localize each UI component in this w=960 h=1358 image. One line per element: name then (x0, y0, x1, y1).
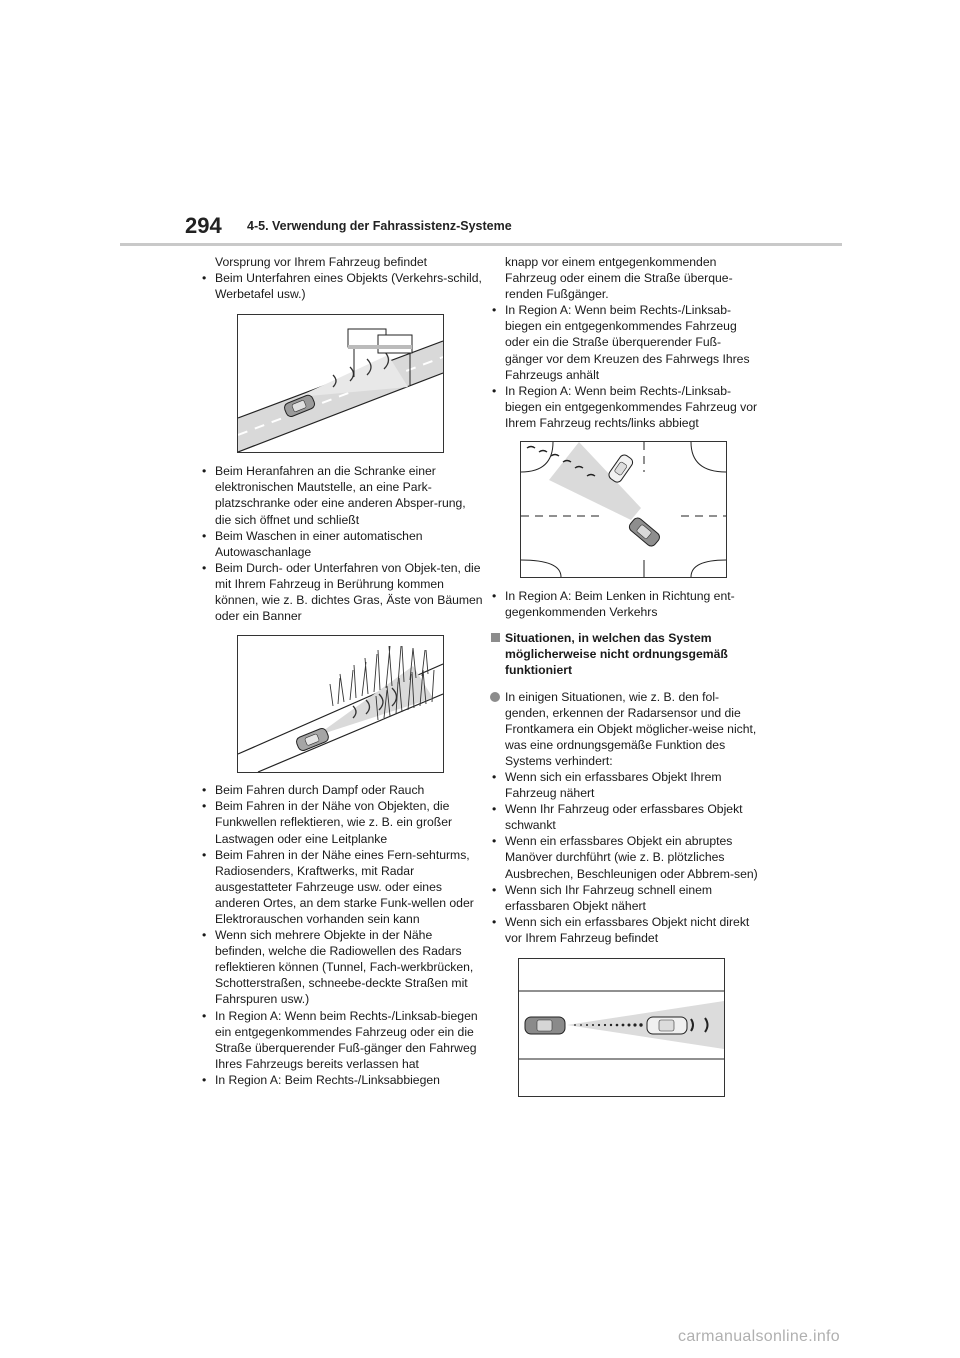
bullet-list (489, 588, 759, 620)
subheading-text: Situationen, in welchen das System möglicherweise nicht ordnungsgemäß funktioniert (505, 631, 728, 678)
watermark-text: carmanualsonline.info (678, 1328, 840, 1345)
list-item: • Wenn sich Ihr Fahrzeug schnell einem erfassbaren Objekt nähert (489, 882, 759, 914)
list-item: • Beim Heranfahren an die Schranke einer elektronischen Mautstelle, an eine Park-platzschranke oder eine anderen Absper-rung, die sich öffnet und schließt (199, 463, 484, 527)
page-header (0, 0, 960, 250)
bullet-list (199, 782, 484, 1088)
left-column (199, 254, 484, 1088)
list-item: • Wenn Ihr Fahrzeug oder erfassbares Objekt schwankt (489, 801, 759, 833)
square-bullet-icon (491, 633, 500, 642)
list-item: • Wenn ein erfassbares Objekt ein abruptes Manöver durchführt (wie z. B. plötzliches Ausbrechen, Beschleunigen oder Abbrem-sen) (489, 833, 759, 881)
list-item: • In Region A: Wenn beim Rechts-/Linksab-biegen ein entgegenkommendes Fahrzeug oder ein die Straße überquerender Fuß-gänger vor dem Kreuzen des Fahrwegs Ihres Fahrzeugs anhält (489, 302, 759, 382)
continuation-text: knapp vor einem entgegenkommenden Fahrzeug oder einem die Straße überque-renden Fußgänger. (505, 255, 733, 302)
illustration-overhead-sign (237, 314, 444, 453)
list-item: • Beim Fahren in der Nähe eines Fern-sehturms, Radiosenders, Kraftwerks, mit Radar ausgestatteter Fahrzeuge usw. oder eines anderen Ortes, an dem starke Funk-wellen oder Elektrorauschen vorhanden sein kann (199, 847, 484, 927)
bullet-list (199, 270, 484, 302)
list-item: • Beim Unterfahren eines Objekts (Verkehrs-schild, Werbetafel usw.) (199, 270, 484, 302)
subheading (489, 630, 759, 678)
list-item: • Wenn sich mehrere Objekte in der Nähe befinden, welche die Radiowellen des Radars reflektieren können (Tunnel, Fach-werkbrücken, Schotterstraßen, schneebe-deckte Straßen mit Fahrspuren usw.) (199, 927, 484, 1007)
note-paragraph (489, 689, 759, 769)
note-text: In einigen Situationen, wie z. B. den fol-genden, erkennen der Radarsensor und die Frontkamera ein Objekt möglicher-weise nicht, was eine ordnungsgemäße Funktion des Systems verhindert: (505, 689, 757, 768)
list-item: • In Region A: Beim Lenken in Richtung ent-gegenkommenden Verkehrs (489, 588, 759, 620)
list-item: • In Region A: Wenn beim Rechts-/Linksab-biegen ein entgegenkommendes Fahrzeug vor Ihrem Fahrzeug rechts/links abbiegt (489, 383, 759, 431)
right-column (489, 254, 759, 1097)
bullet-list (489, 769, 759, 946)
list-item: • Beim Fahren in der Nähe von Objekten, die Funkwellen reflektieren, wie z. B. ein großer Lastwagen oder eine Leitplanke (199, 798, 484, 846)
list-item: • In Region A: Wenn beim Rechts-/Linksab-biegen ein entgegenkommendes Fahrzeug oder ein die Straße überquerender Fuß-gänger den Fahrweg Ihres Fahrzeugs bereits verlassen hat (199, 1008, 484, 1072)
illustration-vehicle-ahead (518, 958, 725, 1097)
continuation-text: Vorsprung vor Ihrem Fahrzeug befindet (215, 255, 428, 269)
list-item: • Wenn sich ein erfassbares Objekt nicht direkt vor Ihrem Fahrzeug befindet (489, 914, 759, 946)
header-rule (120, 243, 842, 246)
list-item: • In Region A: Beim Rechts-/Linksabbiegen (199, 1072, 484, 1088)
section-title: 4-5. Verwendung der Fahrassistenz-Systeme (247, 219, 512, 233)
bullet-list (489, 302, 759, 431)
list-item: • Beim Durch- oder Unterfahren von Objek-ten, die mit Ihrem Fahrzeug in Berührung kommen können, wie z. B. dichtes Gras, Äste von Bäumen oder ein Banner (199, 560, 484, 624)
bullet-list (199, 463, 484, 624)
page-number: 294 (185, 213, 222, 238)
illustration-intersection-turn (520, 441, 727, 578)
list-item: • Wenn sich ein erfassbares Objekt Ihrem Fahrzeug nähert (489, 769, 759, 801)
list-item: • Beim Fahren durch Dampf oder Rauch (199, 782, 484, 798)
illustration-dense-grass (237, 635, 444, 773)
circle-bullet-icon (490, 692, 500, 702)
list-item: • Beim Waschen in einer automatischen Autowaschanlage (199, 528, 484, 560)
